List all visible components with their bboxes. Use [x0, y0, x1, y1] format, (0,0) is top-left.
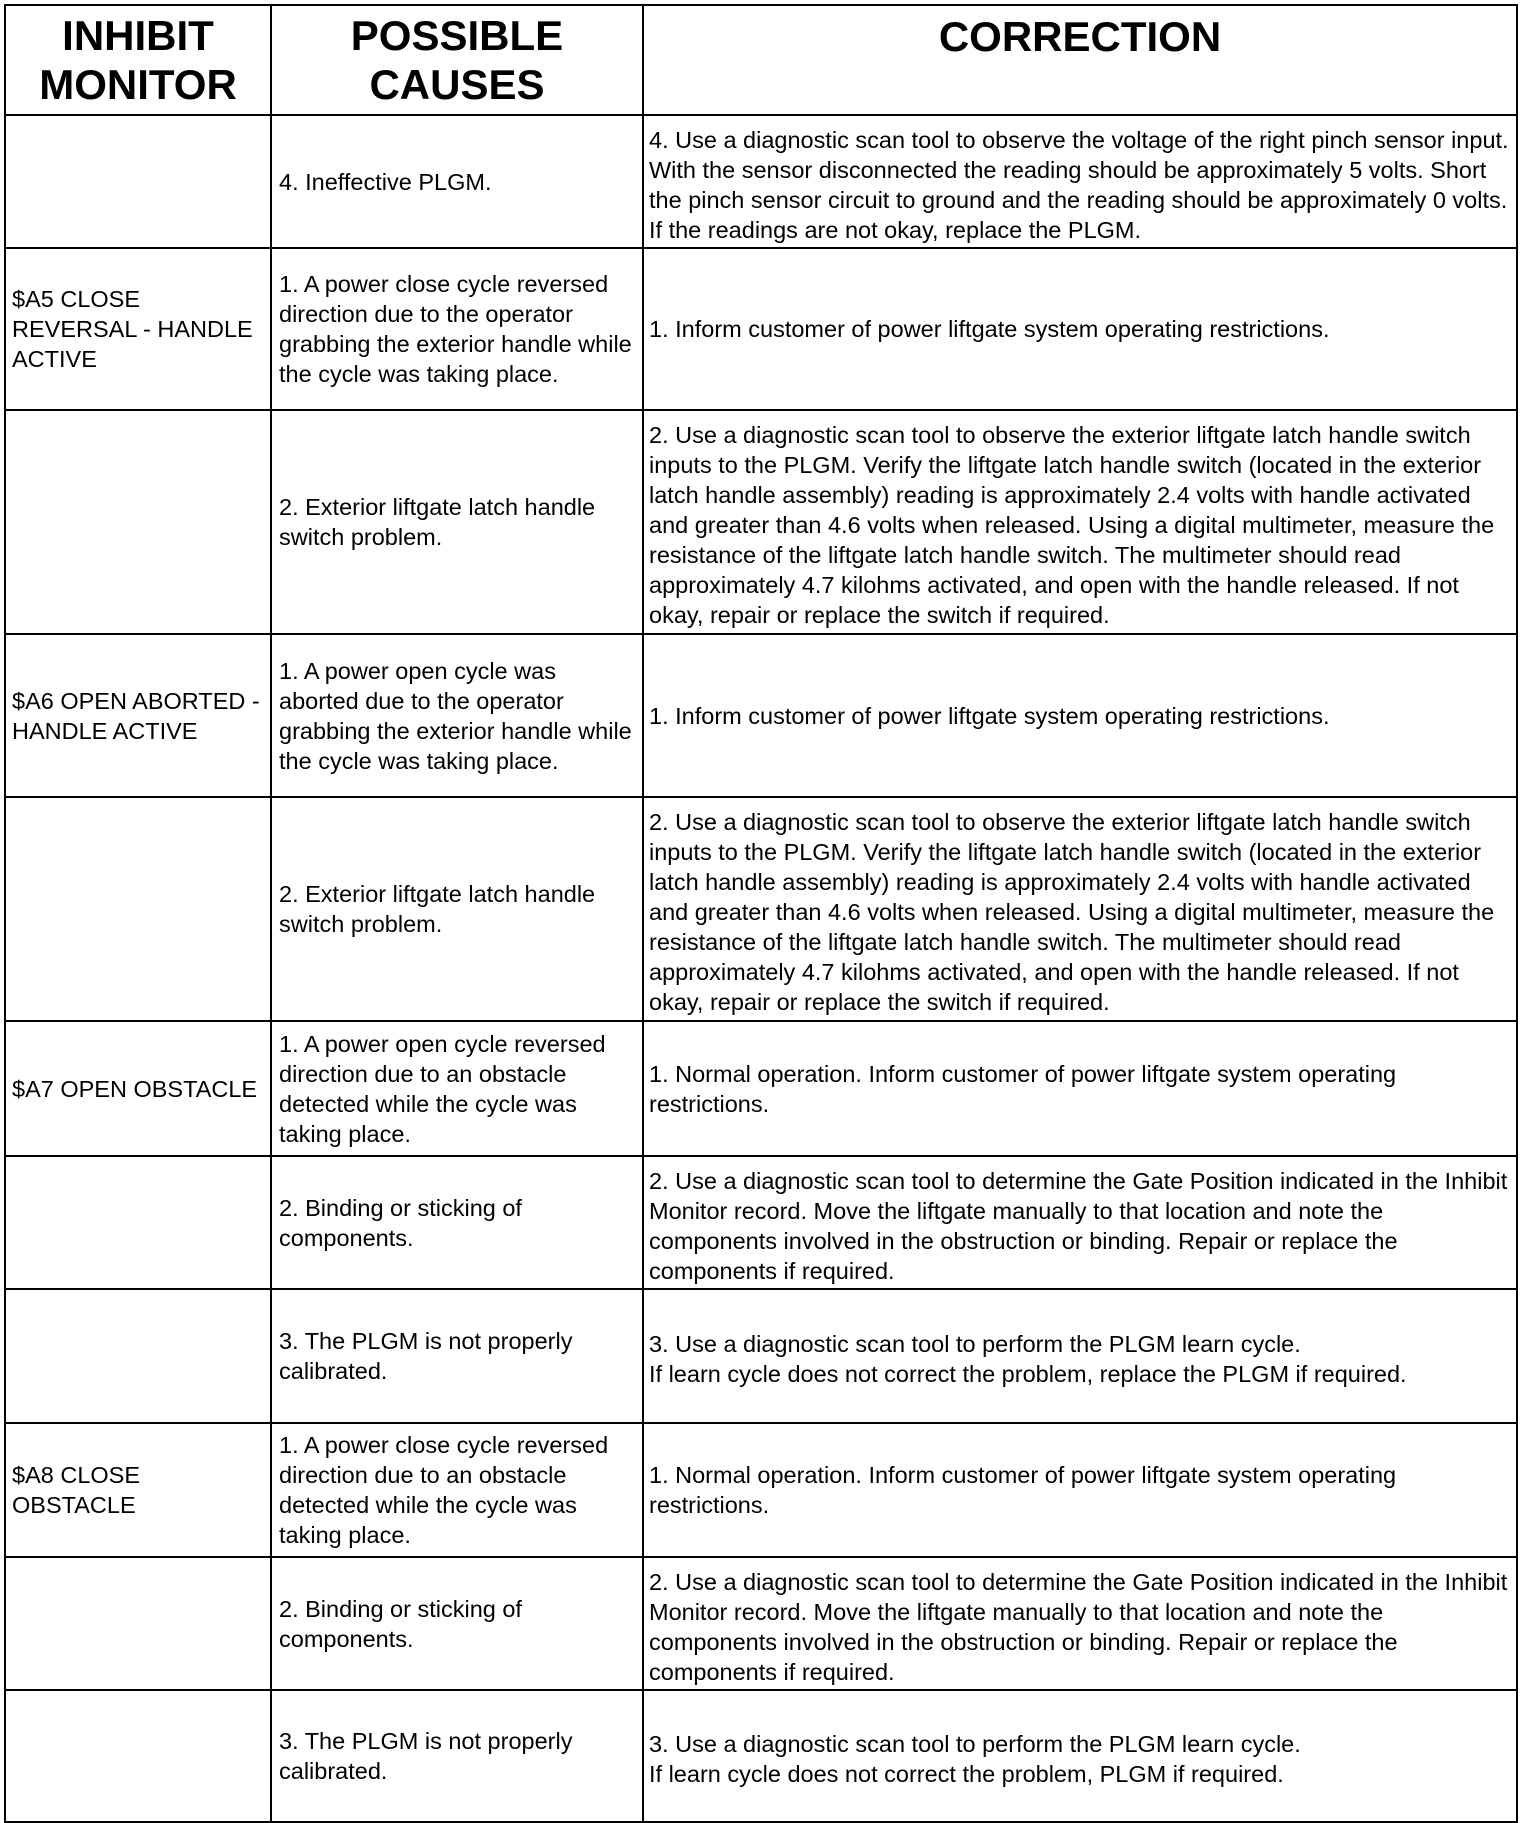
table-row [5, 115, 1517, 248]
cause-cell: 3. The PLGM is not properly calibrated. [271, 1690, 643, 1822]
monitor-cell [5, 797, 271, 1021]
table-header-row [5, 5, 1517, 115]
cause-cell: 1. A power open cycle was aborted due to the operator grabbing the exterior handle while the cycle was taking place. [271, 634, 643, 797]
cause-cell: 2. Binding or sticking of components. [271, 1557, 643, 1690]
cause-cell: 3. The PLGM is not properly calibrated. [271, 1289, 643, 1423]
column-header-possible-causes [271, 5, 643, 115]
table-row [5, 634, 1517, 797]
monitor-cell [5, 410, 271, 634]
correction-cell: 2. Use a diagnostic scan tool to determine the Gate Position indicated in the Inhibit Monitor record. Move the liftgate manually to that location and note the components involved in the obstruction or binding. Repair or replace the components if required. [643, 1156, 1517, 1289]
cause-cell: 2. Binding or sticking of components. [271, 1156, 643, 1289]
cause-cell: 1. A power open cycle reversed direction due to an obstacle detected while the cycle was taking place. [271, 1021, 643, 1156]
column-header-inhibit-monitor [5, 5, 271, 115]
cause-cell: 4. Ineffective PLGM. [271, 115, 643, 248]
monitor-cell: $A8 CLOSE OBSTACLE [5, 1423, 271, 1557]
correction-cell: 2. Use a diagnostic scan tool to determine the Gate Position indicated in the Inhibit Monitor record. Move the liftgate manually to that location and note the components involved in the obstruction or binding. Repair or replace the components if required. [643, 1557, 1517, 1690]
correction-cell: 1. Normal operation. Inform customer of power liftgate system operating restrictions. [643, 1021, 1517, 1156]
header-line: CORRECTION [938, 13, 1222, 60]
cause-cell: 1. A power close cycle reversed direction due to an obstacle detected while the cycle was taking place. [271, 1423, 643, 1557]
table-row [5, 1289, 1517, 1423]
header-line: CAUSES [369, 61, 545, 108]
table-row [5, 1557, 1517, 1690]
table-row [5, 410, 1517, 634]
monitor-cell [5, 1289, 271, 1423]
correction-cell: 2. Use a diagnostic scan tool to observe the exterior liftgate latch handle switch inputs to the PLGM. Verify the liftgate latch handle switch (located in the exterior latch handle assembly) reading is approximately 2.4 volts with handle activated and greater than 4.6 volts when released. Using a digital multimeter, measure the resistance of the liftgate latch handle switch. The multimeter should read approximately 4.7 kilohms activated, and open with the handle released. If not okay, repair or replace the switch if required. [643, 410, 1517, 634]
correction-cell: 1. Normal operation. Inform customer of power liftgate system operating restrictions. [643, 1423, 1517, 1557]
header-line: POSSIBLE [350, 12, 564, 59]
header-line: MONITOR [39, 61, 237, 108]
monitor-cell [5, 1690, 271, 1822]
correction-cell: 2. Use a diagnostic scan tool to observe the exterior liftgate latch handle switch inputs to the PLGM. Verify the liftgate latch handle switch (located in the exterior latch handle assembly) reading is approximately 2.4 volts with handle activated and greater than 4.6 volts when released. Using a digital multimeter, measure the resistance of the liftgate latch handle switch. The multimeter should read approximately 4.7 kilohms activated, and open with the handle released. If not okay, repair or replace the switch if required. [643, 797, 1517, 1021]
correction-line: If learn cycle does not correct the problem, replace the PLGM if required. [649, 1361, 1407, 1387]
table-row [5, 1156, 1517, 1289]
correction-cell: 1. Inform customer of power liftgate system operating restrictions. [643, 248, 1517, 410]
monitor-cell [5, 1557, 271, 1690]
inhibit-monitor-table [4, 4, 1518, 1823]
correction-cell [643, 1289, 1517, 1423]
column-header-correction [643, 5, 1517, 115]
diagnostic-table-page [4, 4, 1516, 1808]
table-row [5, 797, 1517, 1021]
monitor-cell [5, 115, 271, 248]
table-row [5, 248, 1517, 410]
correction-line: If learn cycle does not correct the problem, PLGM if required. [649, 1761, 1284, 1787]
cause-cell: 2. Exterior liftgate latch handle switch problem. [271, 410, 643, 634]
monitor-cell: $A5 CLOSE REVERSAL - HANDLE ACTIVE [5, 248, 271, 410]
cause-cell: 2. Exterior liftgate latch handle switch problem. [271, 797, 643, 1021]
correction-line: 3. Use a diagnostic scan tool to perform the PLGM learn cycle. [649, 1331, 1301, 1357]
monitor-cell: $A6 OPEN ABORTED - HANDLE ACTIVE [5, 634, 271, 797]
monitor-cell [5, 1156, 271, 1289]
correction-cell: 1. Inform customer of power liftgate system operating restrictions. [643, 634, 1517, 797]
correction-cell [643, 1690, 1517, 1822]
table-row [5, 1423, 1517, 1557]
monitor-cell: $A7 OPEN OBSTACLE [5, 1021, 271, 1156]
header-line: INHIBIT [62, 12, 214, 59]
table-row [5, 1690, 1517, 1822]
table-row [5, 1021, 1517, 1156]
cause-cell: 1. A power close cycle reversed direction due to the operator grabbing the exterior handle while the cycle was taking place. [271, 248, 643, 410]
correction-line: 3. Use a diagnostic scan tool to perform the PLGM learn cycle. [649, 1731, 1301, 1757]
correction-cell: 4. Use a diagnostic scan tool to observe the voltage of the right pinch sensor input. With the sensor disconnected the reading should be approximately 5 volts. Short the pinch sensor circuit to ground and the reading should be approximately 0 volts. If the readings are not okay, replace the PLGM. [643, 115, 1517, 248]
